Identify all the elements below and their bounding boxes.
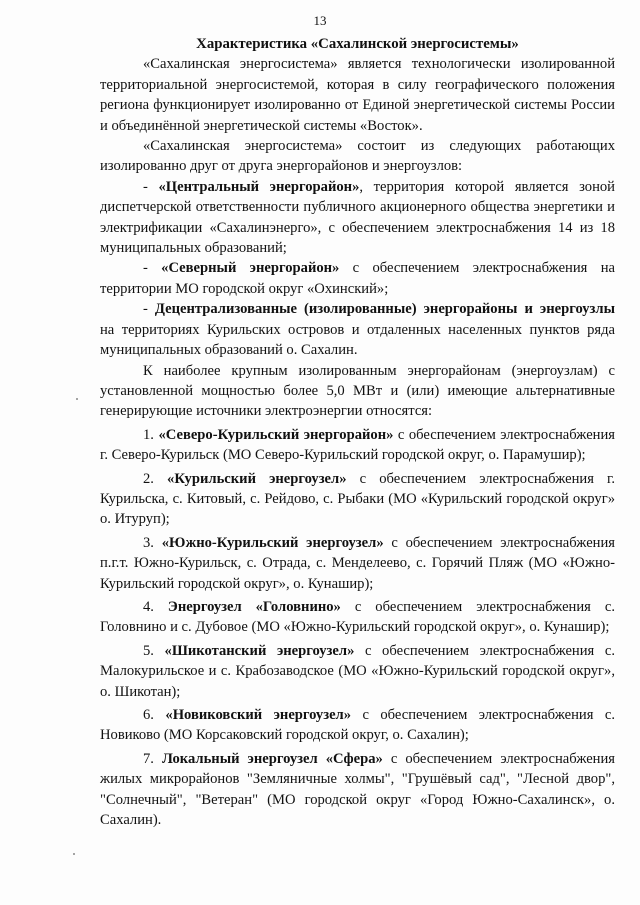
bold-term: Энергоузел «Головнино» [167,598,341,615]
paragraph-central-energy-district: - «Центральный энергорайон», территория которой является зоной диспетчерской ответственности публичного акционерного общества энергетики и электрификации «Сахалинэнерго», с обеспечением электроснабжения 14 из 18 муниципальных образований; [100,178,615,257]
list-item: 3. «Южно-Курильский энергоузел» с обеспечением электроснабжения п.г.т. Южно-Курильск, с. Отрада, с. Менделеево, с. Горячий Пляж (МО «Южно-Курильский городской округ», о. Кунашир); [100,534,616,592]
paragraph-consists: «Сахалинская энергосистема» состоит из следующих работающих изолированно друг от друга энергорайонов и энергоузлов: [100,138,615,175]
bold-term: «Центральный энергорайон» [158,178,360,195]
scan-speck [73,853,75,855]
bold-term: «Новиковский энергоузел» [165,707,352,723]
bold-term: «Северный энергорайон» [161,260,340,277]
paragraph-intro: «Сахалинская энергосистема» является технологически изолированной территориальной энергосистемой, которая в силу географического положения региона функционирует изолированно от Единой энергетической системы России и объединённой энергетической системы «Восток». [100,56,615,134]
bold-term: «Шикотанский энергоузел» [164,642,355,659]
list-item: 5. «Шикотанский энергоузел» с обеспечением электроснабжения с. Малокурильское и с. Крабозаводское (МО «Южно-Курильский городской округ», о. Шикотан); [100,642,615,700]
list-item: 2. «Курильский энергоузел» с обеспечением электроснабжения г. Курильска, с. Китовый, с. Рейдово, с. Рыбаки (МО «Курильский городской округ» о. Итуруп); [100,470,616,528]
list-item: 6. «Новиковский энергоузел» с обеспечением электроснабжения с. Новиково (МО Корсаковский городской округ, о. Сахалин); [100,707,615,744]
bold-term: Децентрализованные (изолированные) энергорайоны и энергоузлы [154,301,615,318]
paragraph-largest-districts: К наиболее крупным изолированным энергорайонам (энергоузлам) с установленной мощностью более 5,0 МВт и (или) имеющие альтернативные генерирующие источники электроэнергии относятся: [100,362,615,420]
page-number: 13 [313,13,327,28]
bold-term: Локальный энергоузел «Сфера» [161,750,383,767]
bold-term: «Северо-Курильский энергорайон» [158,426,394,443]
list-item: 7. Локальный энергоузел «Сфера» с обеспечением электроснабжения жилых микрорайонов "Земляничные холмы", "Грушёвый сад", "Лесной двор", "Солнечный", "Ветеран" (МО городской округ «Город Южно-Сахалинск», о. Сахалин). [100,750,616,829]
scan-speck [76,398,78,400]
list-item: 4. Энергоузел «Головнино» с обеспечением электроснабжения с. Головнино и с. Дубовое (МО «Южно-Курильский городской округ», о. Кунашир); [100,598,615,636]
paragraph-decentralized-districts: - Децентрализованные (изолированные) энергорайоны и энергоузлы на территориях Курильских островов и отдаленных населенных пунктов ряда муниципальных образований о. Сахалин. [100,301,615,359]
paragraph-north-energy-district: - «Северный энергорайон» с обеспечением электроснабжения на территории МО городской округ «Охинский»; [100,260,615,297]
bold-term: «Курильский энергоузел» [167,470,347,487]
list-item: 1. «Северо-Курильский энергорайон» с обеспечением электроснабжения г. Северо-Курильск (МО Северо-Курильский городской округ, о. Парамушир); [100,426,616,464]
bold-term: «Южно-Курильский энергоузел» [161,534,384,551]
section-title: Характеристика «Сахалинской энергосистемы» [196,36,519,52]
document-body [100,34,615,830]
